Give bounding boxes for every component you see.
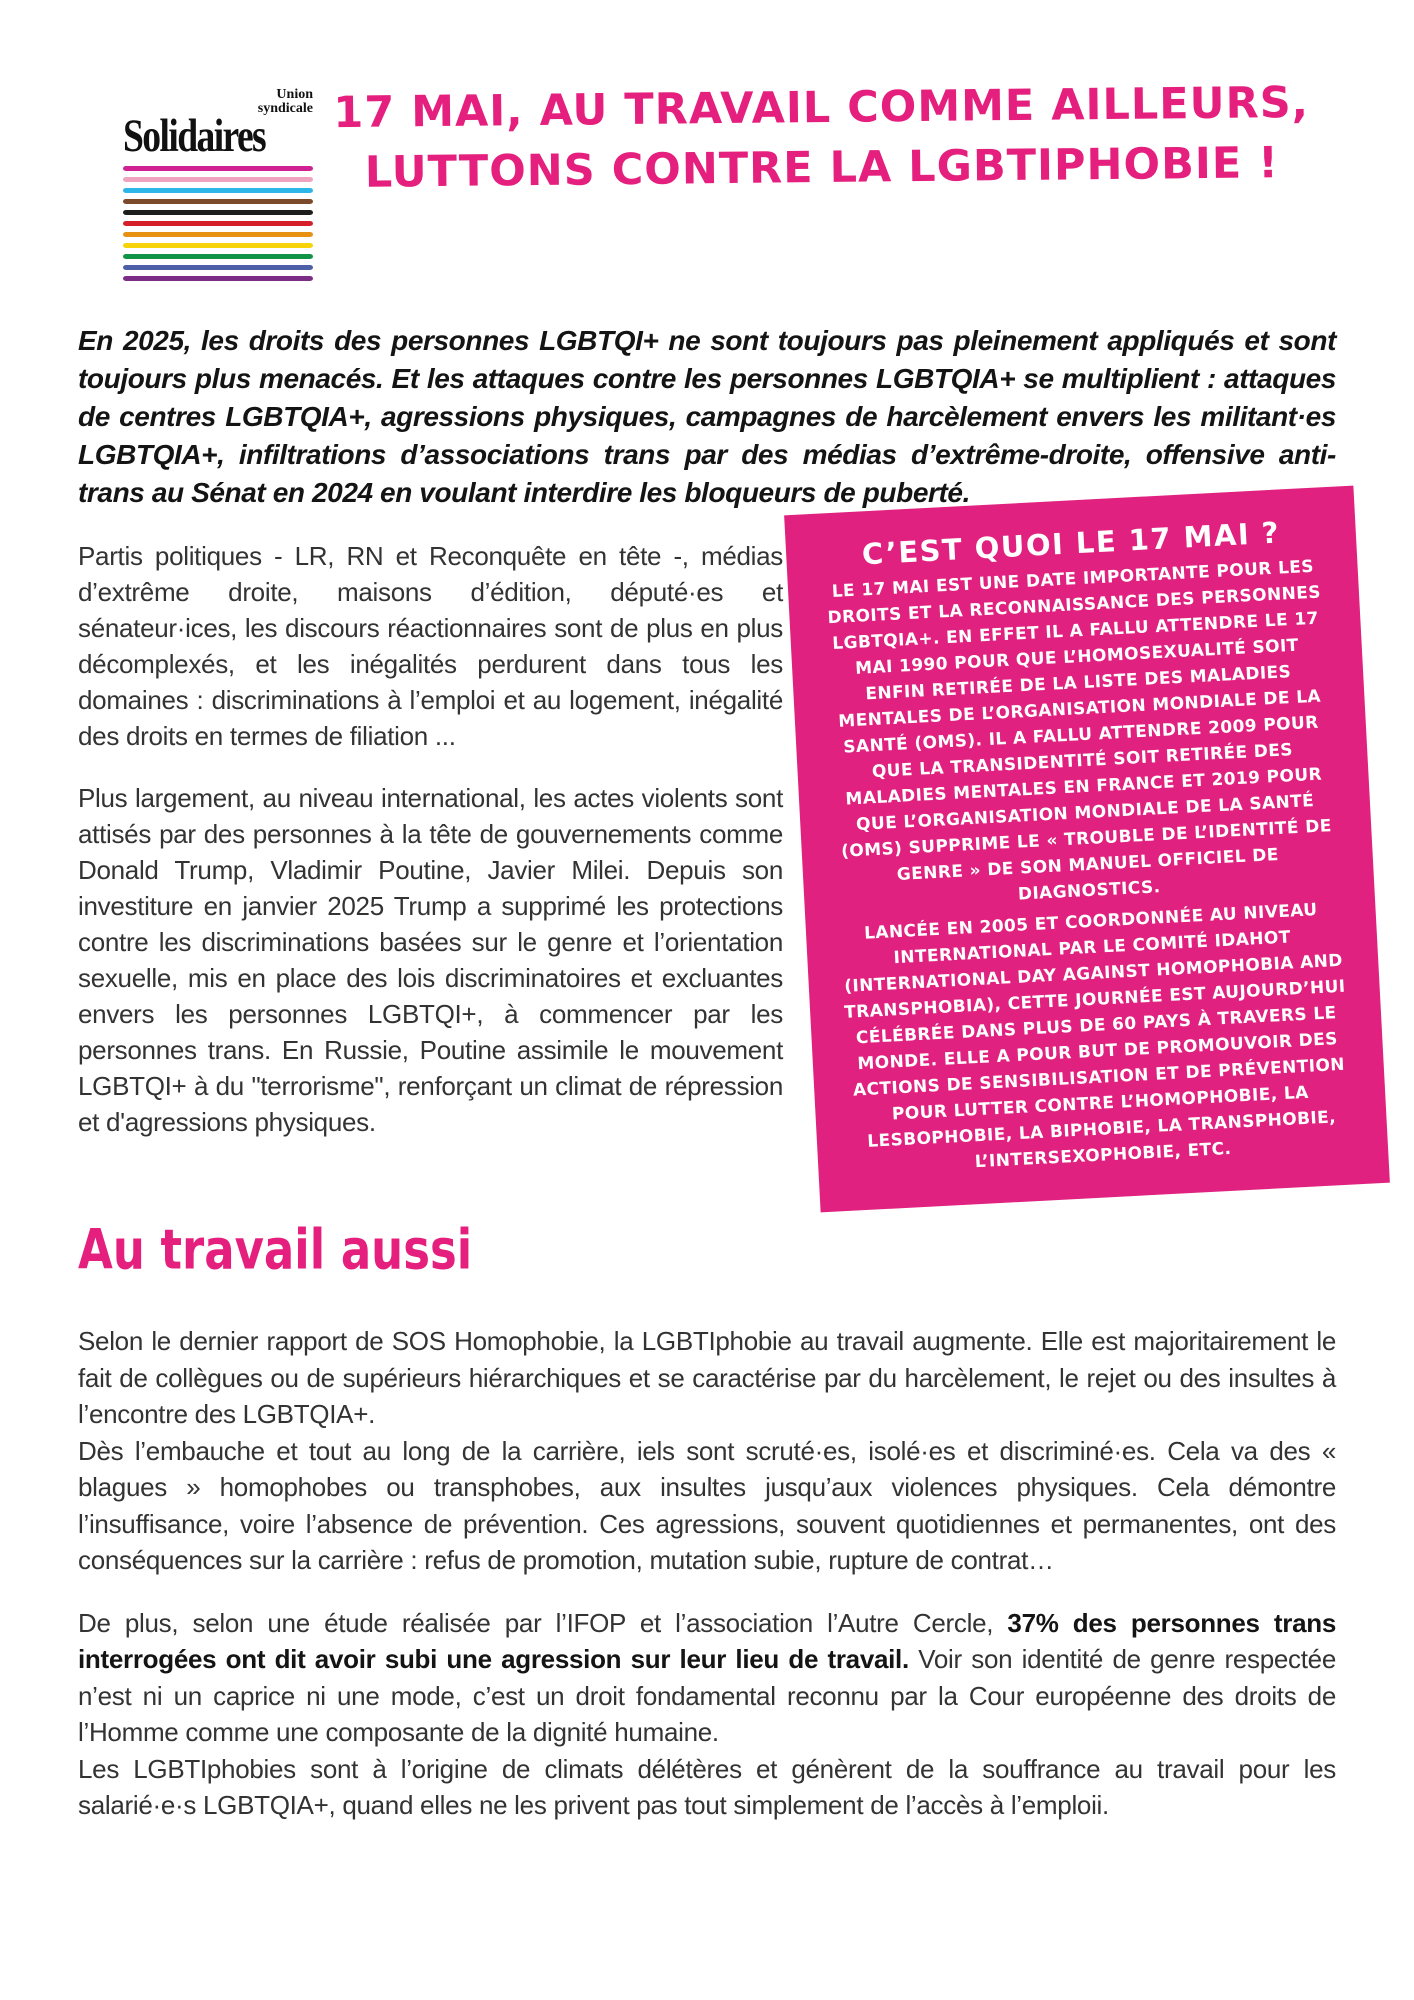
pride-stripe [123, 221, 313, 226]
logo-wordmark: Solidaires [123, 109, 266, 162]
intro-paragraph: En 2025, les droits des personnes LGBTQI+ ne sont toujours pas pleinement appliqués et sont toujours plus menacés. Et les attaques contre les personnes LGBTQIA+ se multiplient : attaques de centres LGBTQIA+, agressions physiques, campagnes de harcèlement envers les militant·es LGBTQIA+, infiltrations d’associations trans par des médias d’extrême-droite, offensive anti-trans au Sénat en 2024 en voulant interdire les bloqueurs de puberté. [78, 325, 1336, 508]
pride-stripe [123, 276, 313, 281]
solidaires-logo [123, 88, 315, 287]
bottom-paragraph-3-post: Voir son identité de genre respectée n’est ni un caprice ni une mode, c’est un droit fondamental reconnu par la Cour européenne des droits de l’Homme comme une composante de la dignité humaine. [78, 1644, 1337, 1747]
pride-stripe [123, 243, 313, 248]
logo-union-line2: syndicale [257, 101, 313, 117]
info-box-paragraph-1: LE 17 MAI EST UNE DATE IMPORTANTE POUR LES DROITS ET LA RECONNAISSANCE DES PERSONNES LGBTQIA+. EN EFFET IL A FALLU ATTENDRE LE 17 MAI 1990 POUR QUE L’HOMOSEXUALITÉ SOIT ENFIN RETIRÉE DE LA LISTE DES MALADIES MENTALES DE L’ORGANISATION MONDIALE DE LA SANTÉ (OMS). IL A FALLU ATTENDRE 2009 POUR QUE LA TRANSIDENTITÉ SOIT RETIRÉE DES MALADIES MENTALES EN FRANCE ET 2019 POUR QUE L’ORGANISATION MONDIALE DE LA SANTÉ (OMS) SUPPRIME LE « TROUBLE DE L’IDENTITÉ DE GENRE » DE SON MANUEL OFFICIEL DE DIAGNOSTICS. [827, 556, 1333, 905]
info-box-17-mai [784, 486, 1390, 1213]
pride-stripe [123, 177, 313, 182]
left-column [78, 538, 783, 1198]
pride-stripe [123, 254, 313, 259]
pride-stripe [123, 166, 313, 171]
bottom-paragraph-3-pre: De plus, selon une étude réalisée par l’IFOP et l’association l’Autre Cercle, [78, 1607, 1008, 1638]
pride-stripe [123, 210, 313, 215]
bottom-paragraph-3 [78, 1605, 1336, 1751]
pride-stripe [123, 199, 313, 204]
bottom-paragraph-3-bold: 37% des personnes trans interrogées ont dit avoir subi une agression sur leur lieu de travail. [78, 1607, 1336, 1674]
bottom-paragraph-4: Les LGBTIphobies sont à l’origine de climats délétères et génèrent de la souffrance au travail pour les salarié·e·s LGBTQIA+, quand elles ne les privent pas tout simplement de l’accès à l’emploii. [78, 1753, 1336, 1820]
left-paragraph-2: Plus largement, au niveau international, les actes violents sont attisés par des personnes à la tête de gouvernements comme Donald Trump, Vladimir Poutine, Javier Milei. Depuis son investiture en janvier 2025 Trump a supprimé les protections contre les discriminations basées sur le genre et l’orientation sexuelle, mis en place des lois discriminatoires et excluantes envers les personnes LGBTQI+, à commencer par les personnes trans. En Russie, Poutine assimile le mouvement LGBTQI+ à du "terrorisme", renforçant un climat de répression et d'agressions physiques. [78, 783, 783, 1137]
pride-stripe [123, 188, 313, 193]
two-column-section [78, 515, 1347, 1198]
bottom-paragraph-1: Selon le dernier rapport de SOS Homophobie, la LGBTIphobie au travail augmente. Elle est majoritairement le fait de collègues ou de supérieurs hiérarchiques et se caractérise par du harcèlement, le rejet ou des insultes à l’encontre des LGBTQIA+. [78, 1326, 1336, 1429]
logo-union-line1: Union [276, 87, 313, 102]
page-title-line1: 17 MAI, AU TRAVAIL COMME AILLEURS, [333, 77, 1310, 139]
pride-stripe [123, 265, 313, 270]
info-box-paragraph-2: LANCÉE EN 2005 ET COORDONNÉE AU NIVEAU INTERNATIONAL PAR LE COMITÉ IDAHOT (INTERNATIONAL DAY AGAINST HOMOPHOBIA AND TRANSPHOBIA), CETTE JOURNÉE EST AUJOURD’HUI CÉLÉBRÉE DANS PLUS DE 60 PAYS À TRAVERS LE MONDE. ELLE A POUR BUT DE PROMOUVOIR DES ACTIONS DE SENSIBILISATION ET DE PRÉVENTION POUR LUTTER CONTRE L’HOMOPHOBIE, LA LESBOPHOBIE, LA BIPHOBIE, LA TRANSPHOBIE, L’INTERSEXOPHOBIE, ETC. [843, 900, 1347, 1173]
bottom-section [78, 1323, 1336, 1824]
header [78, 0, 1336, 322]
left-paragraph-1: Partis politiques - LR, RN et Reconquête en tête -, médias d’extrême droite, maisons d’édition, député·es et sénateur·ices, les discours réactionnaires sont de plus en plus décomplexés, et les inégalités perdurent dans tous les domaines : discriminations à l’emploi et au logement, inégalité des droits en termes de filiation ... [78, 541, 783, 751]
page-title-line2: LUTTONS CONTRE LA LGBTIPHOBIE ! [364, 138, 1280, 198]
page-title [292, 72, 1350, 203]
info-box-title: C’EST QUOI LE 17 MAI ? [861, 515, 1281, 572]
pride-stripe [123, 232, 313, 237]
pride-stripes [123, 166, 315, 281]
section-heading-au-travail-aussi: Au travail aussi [78, 1217, 473, 1282]
bottom-paragraph-2: Dès l’embauche et tout au long de la carrière, iels sont scruté·es, isolé·es et discriminé·es. Cela va des « blagues » homophobes ou transphobes, aux insultes jusqu’aux violences physiques. Cela démontre l’insuffisance, voire l’absence de prévention. Ces agressions, souvent quotidiennes et permanentes, ont des conséquences sur la carrière : refus de promotion, mutation subie, rupture de contrat… [78, 1435, 1336, 1575]
